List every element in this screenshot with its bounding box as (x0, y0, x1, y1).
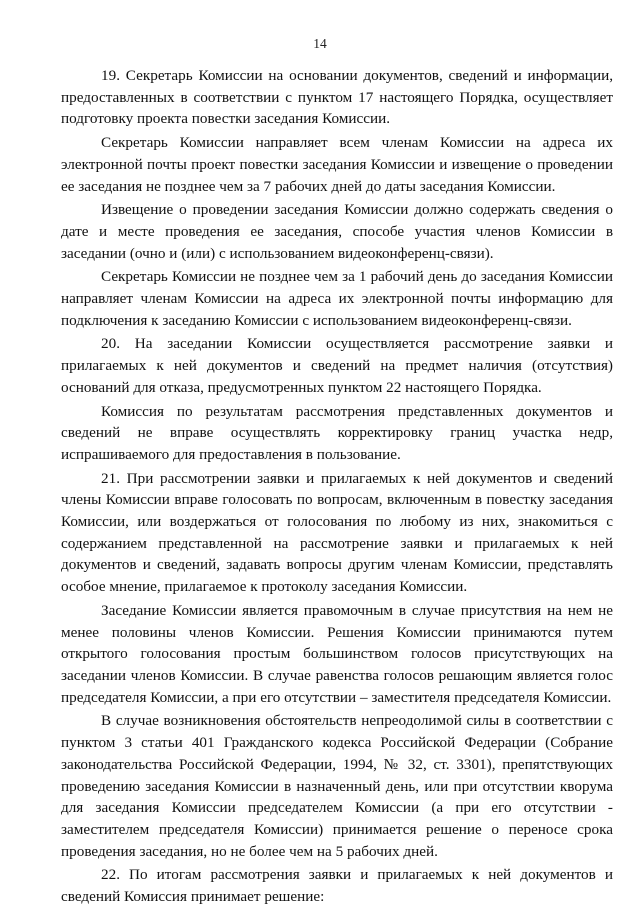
paragraph-19: 19. Секретарь Комиссии на основании документов, сведений и информации, предоставленных в соответствии с пунктом 17 настоящего Порядка, осуществляет подготовку проекта повестки заседания Комиссии. (61, 67, 613, 128)
page-number: 14 (313, 36, 327, 51)
paragraph-20: 20. На заседании Комиссии осуществляется рассмотрение заявки и прилагаемых к ней документов и сведений на предмет наличия (отсутствия) оснований для отказа, предусмотренных пунктом 22 настоящего Порядка. (61, 335, 613, 396)
document-body (61, 65, 613, 910)
paragraph-19-notice-content: Извещение о проведении заседания Комиссии должно содержать сведения о дате и месте проведения ее заседания, способе участия членов Комиссии в заседании (очно и (или) с использованием видеоконференц-связи). (61, 201, 613, 262)
paragraph-19-connection-info: Секретарь Комиссии не позднее чем за 1 рабочий день до заседания Комиссии направляет членам Комиссии на адреса их электронной почты информацию для подключения к заседанию Комиссии с использованием видеоконференц-связи. (61, 268, 613, 329)
paragraph-20-boundaries: Комиссия по результатам рассмотрения представленных документов и сведений не вправе осуществлять корректировку границ участка недр, испрашиваемого для предоставления в пользование. (61, 402, 613, 463)
paragraph-21-quorum: Заседание Комиссии является правомочным в случае присутствия на нем не менее половины членов Комиссии. Решения Комиссии принимаются путем открытого голосования простым большинством голосов присутствующих на заседании членов Комиссии. В случае равенства голосов решающим является голос председателя Комиссии, а при его отсутствии – заместителя председателя Комиссии. (61, 601, 613, 706)
paragraph-19-notice-sending: Секретарь Комиссии направляет всем членам Комиссии на адреса их электронной почты проект повестки заседания Комиссии и извещение о проведении ее заседания не позднее чем за 7 рабочих дней до даты заседания Комиссии. (61, 134, 613, 195)
paragraph-22: 22. По итогам рассмотрения заявки и прилагаемых к ней документов и сведений Комиссия принимает решение: (61, 866, 613, 906)
paragraph-21: 21. При рассмотрении заявки и прилагаемых к ней документов и сведений члены Комиссии вправе голосовать по вопросам, включенным в повестку заседания Комиссии, или воздержаться от голосования по любому из них, знакомиться с содержанием представленной на рассмотрение заявки и прилагаемых к ней документов и сведений, задавать вопросы другим членам Комиссии, представлять особое мнение, прилагаемое к протоколу заседания Комиссии. (61, 469, 613, 596)
paragraph-21-force-majeure: В случае возникновения обстоятельств непреодолимой силы в соответствии с пунктом 3 статьи 401 Гражданского кодекса Российской Федерации (Собрание законодательства Российской Федерации, 1994, № 32, ст. 3301), препятствующих проведению заседания Комиссии в назначенный день, или при отсутствии кворума для заседания Комиссии председателем Комиссии (а при его отсутствии - заместителем председателя Комиссии) принимается решение о переносе срока проведения заседания, но не более чем на 5 рабочих дней. (61, 712, 613, 860)
